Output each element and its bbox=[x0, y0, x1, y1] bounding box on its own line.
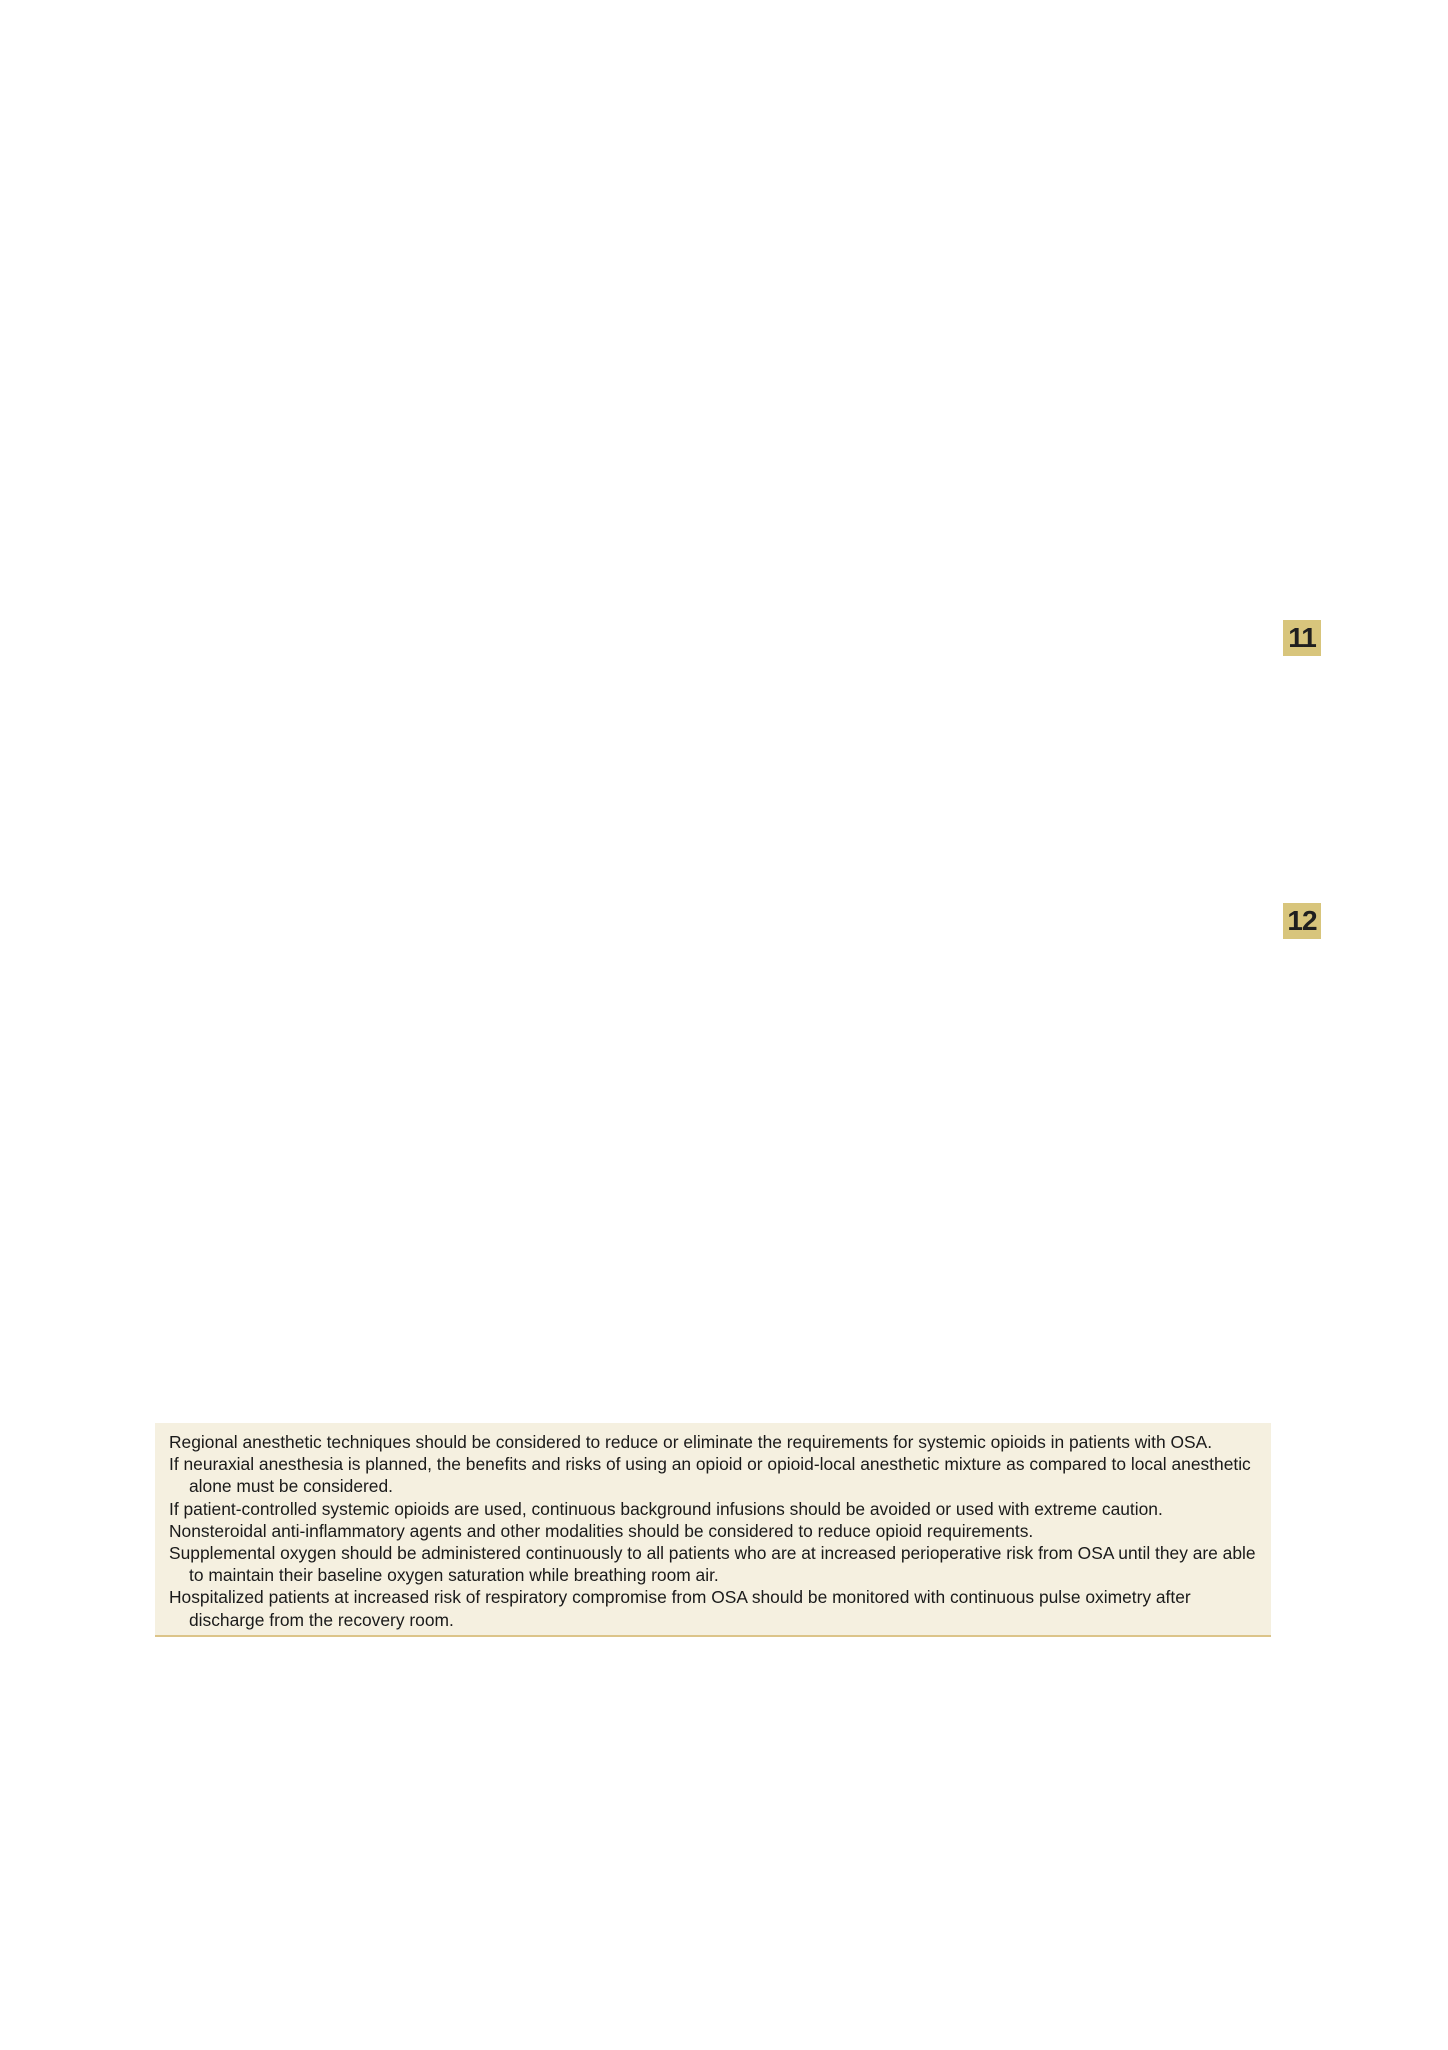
recommendation-item: Supplemental oxygen should be administered continuously to all patients who are at increased perioperative risk from OSA until they are able to maintain their baseline oxygen saturation while breathing room air. bbox=[169, 1543, 1256, 1586]
recommendations-list bbox=[169, 1431, 1257, 1631]
recommendation-item: Regional anesthetic techniques should be considered to reduce or eliminate the requirements for systemic opioids in patients with OSA. bbox=[169, 1432, 1213, 1452]
recommendation-item: If patient-controlled systemic opioids are used, continuous background infusions should be avoided or used with extreme caution. bbox=[169, 1498, 1163, 1519]
recommendation-item: Hospitalized patients at increased risk of respiratory compromise from OSA should be monitored with continuous pulse oximetry after discharge from the recovery room. bbox=[169, 1587, 1191, 1630]
chapter-marker-11: 11 bbox=[1283, 620, 1321, 656]
recommendation-item: Nonsteroidal anti-inflammatory agents and other modalities should be considered to reduce opioid requirements. bbox=[169, 1520, 1034, 1541]
chapter-marker-12: 12 bbox=[1283, 903, 1321, 939]
recommendations-box bbox=[155, 1423, 1271, 1637]
recommendation-item: If neuraxial anesthesia is planned, the benefits and risks of using an opioid or opioid-local anesthetic mixture as compared to local anesthetic alone must be considered. bbox=[169, 1454, 1251, 1497]
